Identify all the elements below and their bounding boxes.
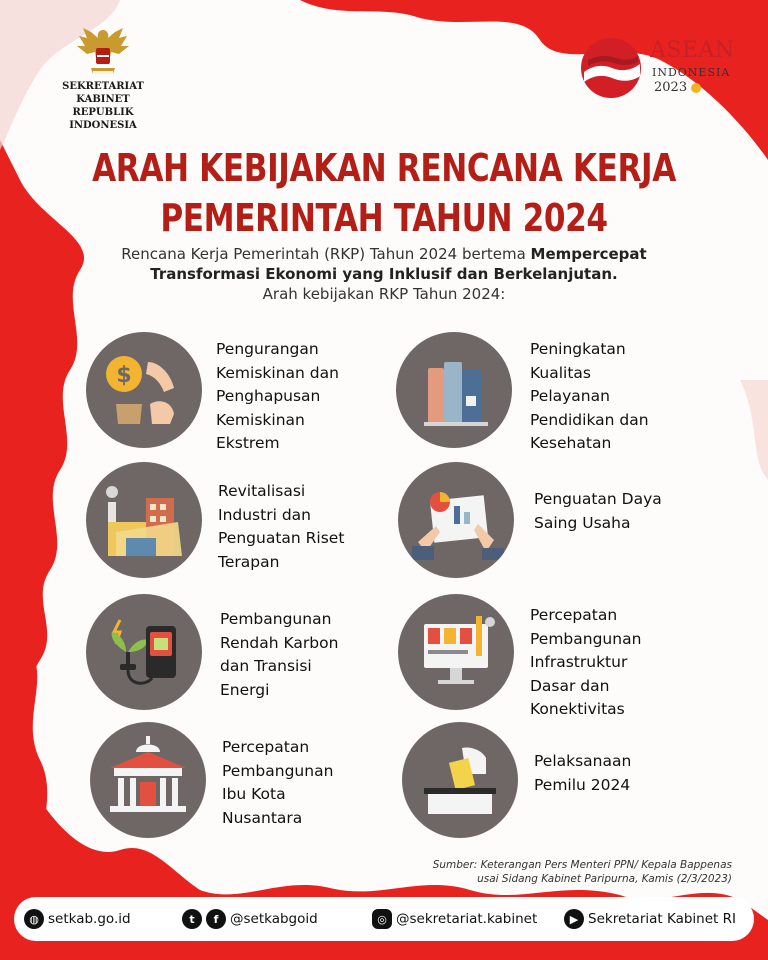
youtube-icon: ▶	[564, 909, 584, 929]
instagram-link[interactable]: ◎ @sekretariat.kabinet	[372, 897, 537, 941]
policy-item-4: Penguatan Daya Saing Usaha	[534, 490, 662, 532]
asean-country: INDONESIA	[652, 66, 731, 79]
business-analysis-icon	[398, 462, 514, 578]
asean-emblem-icon	[578, 36, 644, 100]
page-title-line2: PEMERINTAH TAHUN 2024	[160, 196, 608, 240]
asean-year: 2023	[654, 80, 701, 95]
garuda-emblem-icon	[73, 22, 133, 80]
footer-bar	[14, 897, 754, 941]
policy-item-5: Pembangunan Rendah Karbon dan Transisi Energi	[220, 610, 339, 699]
asean-indonesia-logo	[578, 36, 738, 100]
facebook-icon: f	[206, 909, 226, 929]
org-name-line2: REPUBLIK INDONESIA	[69, 107, 137, 131]
globe-icon: ◍	[24, 909, 44, 929]
policy-item-8: Pelaksanaan Pemilu 2024	[534, 752, 632, 794]
policy-item-3: Revitalisasi Industri dan Penguatan Riset Terapan	[218, 482, 345, 571]
policy-item-7: Percepatan Pembangunan Ibu Kota Nusantara	[222, 738, 334, 827]
twitter-icon: t	[182, 909, 202, 929]
page-title-line1: ARAH KEBIJAKAN RENCANA KERJA	[92, 146, 676, 190]
factory-icon	[86, 462, 202, 578]
twitter-facebook-link[interactable]: t f @setkabgoid	[182, 897, 318, 941]
government-building-icon	[90, 722, 206, 838]
asean-dot-icon	[691, 83, 701, 93]
instagram-icon: ◎	[372, 909, 392, 929]
policy-item-6: Percepatan Pembangunan Infrastruktur Dasar dan Konektivitas	[530, 606, 642, 718]
green-energy-icon	[86, 594, 202, 710]
policy-item-1: Pengurangan Kemiskinan dan Penghapusan Kemiskinan Ekstrem	[216, 340, 339, 452]
books-icon	[396, 332, 512, 448]
asean-wordmark: ASEAN	[650, 38, 735, 63]
infrastructure-icon	[398, 594, 514, 710]
youtube-link[interactable]: ▶ Sekretariat Kabinet RI	[564, 897, 736, 941]
source-note: Sumber: Keterangan Pers Menteri PPN/ Kepala Bappenas usai Sidang Kabinet Paripurna, Kamis (2/3/2023)	[432, 859, 732, 885]
svg-text:$: $	[116, 363, 132, 388]
poverty-aid-icon	[86, 332, 202, 448]
ballot-box-icon	[402, 722, 518, 838]
subtitle: Rencana Kerja Pemerintah (RKP) Tahun 2024 bertema Mempercepat Transformasi Ekonomi yang Inklusif dan Berkelanjutan. Arah kebijakan RKP Tahun 2024:	[121, 245, 647, 303]
setkab-logo	[38, 22, 168, 132]
website-link[interactable]: ◍ setkab.go.id	[24, 897, 131, 941]
org-name-line1: SEKRETARIAT KABINET	[62, 81, 144, 105]
policy-item-2: Peningkatan Kualitas Pelayanan Pendidikan dan Kesehatan	[530, 340, 649, 452]
